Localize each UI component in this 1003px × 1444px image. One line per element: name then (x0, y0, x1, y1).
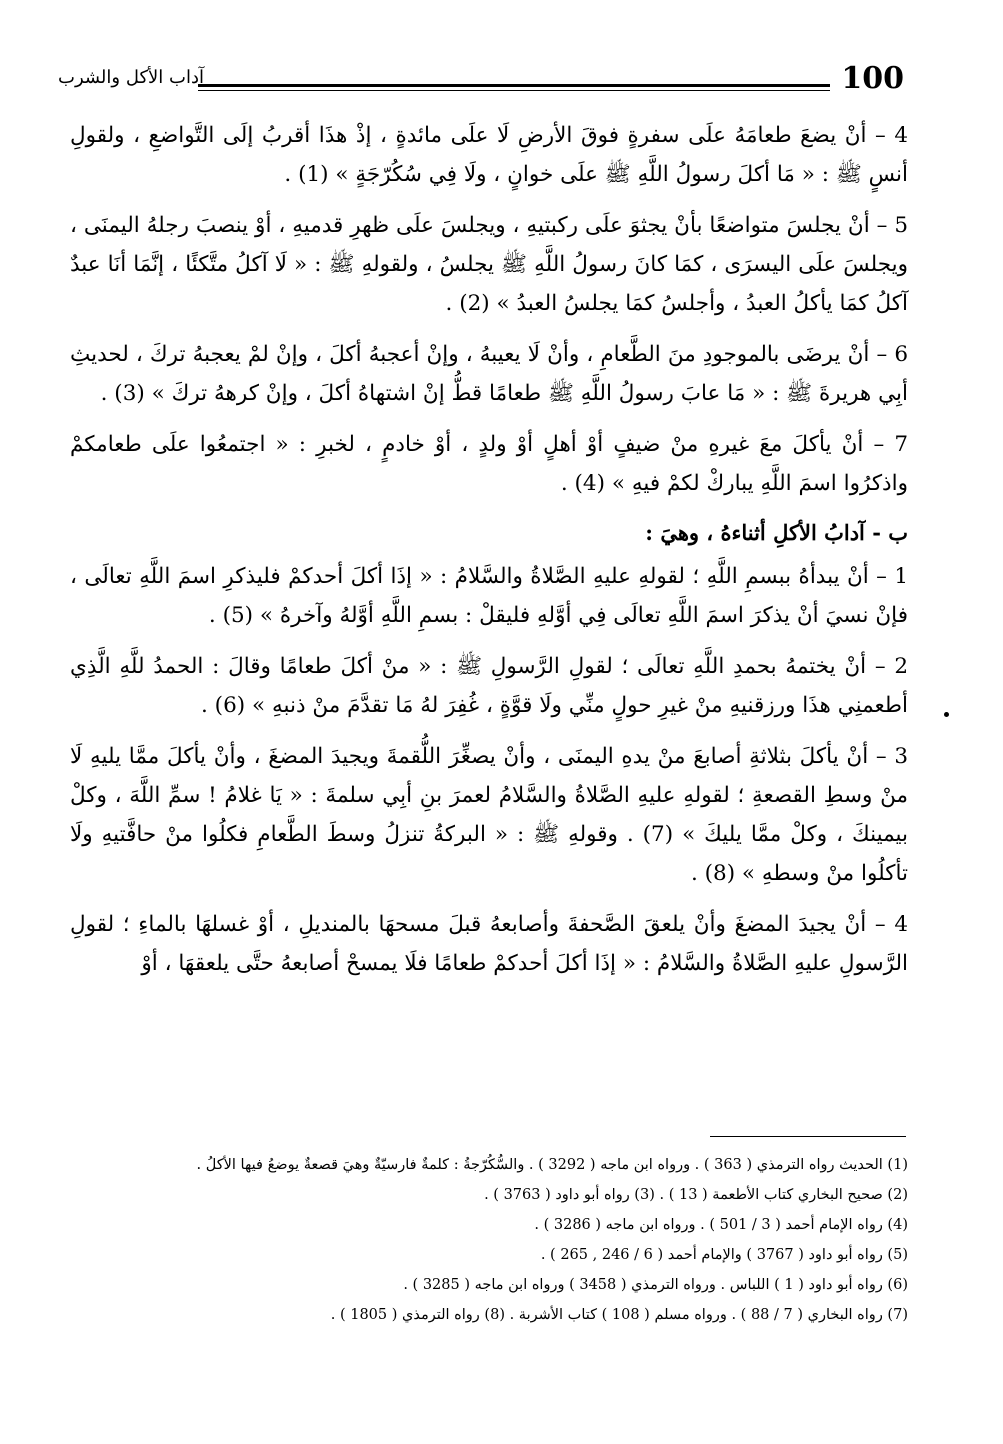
paragraph-6: 6 – أنْ يرضَى بالموجودِ منَ الطَّعامِ ، وأنْ لَا يعيبهُ ، وإنْ أعجبهُ أكلَ ، وإنْ لمْ يعجبهُ تركَ ، لحديثِ أبِي هريرةَ ﷺ : « مَا عابَ رسولُ اللَّهِ ﷺ طعامًا قطُّ إنْ اشتهاهُ أكلَ ، وإنْ كرههُ تركَ » (3) . (70, 342, 908, 406)
paragraph-b4: 4 – أنْ يجيدَ المضغَ وأنْ يلعقَ الصَّحفةَ وأصابعهُ قبلَ مسحهَا بالمنديلِ ، أوْ غسلهَا بالماءِ ؛ لقولِ الرَّسولِ عليهِ الصَّلاةُ والسَّلامُ : « إذَا أكلَ أحدكمْ طعامًا فلَا يمسحْ أصابعهُ حتَّى يلعقهَا ، أوْ (70, 912, 908, 976)
margin-mark (944, 712, 949, 717)
main-text (70, 116, 908, 995)
paragraph-b3: 3 – أنْ يأكلَ بثلاثةِ أصابعَ منْ يدهِ اليمنَى ، وأنْ يصغِّرَ اللُّقمةَ ويجيدَ المضغَ ، وأنْ يأكلَ ممَّا يليهِ لَا منْ وسطِ القصعةِ ؛ لقولهِ عليهِ الصَّلاةُ والسَّلامُ لعمرَ بنِ أبِي سلمةَ : « يَا غلامُ ! سمِّ اللَّهَ ، وكلْ بيمينكَ ، وكلْ ممَّا يليكَ » (7) . وقولهِ ﷺ : « البركةُ تنزلُ وسطَ الطَّعامِ فكلُوا منْ حافَّتيهِ ولَا تأكلُوا منْ وسطهِ » (8) . (70, 744, 909, 886)
paragraph-5: 5 – أنْ يجلسَ متواضعًا بأنْ يجثوَ علَى ركبتيهِ ، ويجلسَ علَى ظهرِ قدميهِ ، أوْ ينصبَ رجلهُ اليمنَى ، ويجلسَ علَى اليسرَى ، كمَا كانَ رسولُ اللَّهِ ﷺ يجلسُ ، ولقولهِ ﷺ : « لَا آكلُ متَّكئًا ، إنَّمَا أنَا عبدٌ آكلُ كمَا يأكلُ العبدُ ، وأجلسُ كمَا يجلسُ العبدُ » (2) . (70, 213, 908, 316)
header-rule (198, 84, 830, 91)
footnotes (70, 1150, 908, 1330)
footnote-5: (5) رواه أبو داود ( 3767 ) والإمام أحمد ( 6 / 246 , 265 ) . (540, 1247, 908, 1263)
footnote-4: (4) رواه الإمام أحمد ( 3 / 501 ) . ورواه ابن ماجه ( 3286 ) . (534, 1217, 908, 1233)
section-heading: ب - آدابُ الأكلِ أثناءهُ ، وهيَ : (645, 520, 908, 545)
page-header (58, 62, 904, 102)
paragraph-b2: 2 – أنْ يختمهُ بحمدِ اللَّهِ تعالَى ؛ لقولِ الرَّسولِ ﷺ : « منْ أكلَ طعامًا وقالَ : الحمدُ للَّهِ الَّذِي أطعمنِي هذَا ورزقنيهِ منْ غيرِ حولٍ منِّي ولَا قوَّةٍ ، غُفِرَ لهُ مَا تقدَّمَ منْ ذنبهِ » (6) . (70, 654, 908, 718)
footnote-2-3: (2) صحيح البخاري كتاب الأطعمة ( 13 ) . (3) رواه أبو داود ( 3763 ) . (484, 1187, 908, 1203)
paragraph-4: 4 – أنْ يضعَ طعامَهُ علَى سفرةٍ فوقَ الأرضِ لَا علَى مائدةٍ ، إذْ هذَا أقربُ إلَى التَّواضعِ ، ولقولِ أنسٍ ﷺ : « مَا أكلَ رسولُ اللَّهِ ﷺ علَى خوانٍ ، ولَا فِي سُكُرّجَةٍ » (1) . (70, 123, 908, 187)
paragraph-b1: 1 – أنْ يبدأهُ ببسمِ اللَّهِ ؛ لقولهِ عليهِ الصَّلاةُ والسَّلامُ : « إذَا أكلَ أحدكمْ فليذكرِ اسمَ اللَّهِ تعالَى ، فإنْ نسيَ أنْ يذكرَ اسمَ اللَّهِ تعالَى فِي أوَّلهِ فليقلْ : بسمِ اللَّهِ أوَّلهُ وآخرهُ » (5) . (70, 564, 908, 628)
footnote-6: (6) رواه أبو داود ( 1 ) اللباس . ورواه الترمذي ( 3458 ) ورواه ابن ماجه ( 3285 ) . (403, 1277, 908, 1293)
paragraph-7: 7 – أنْ يأكلَ معَ غيرهِ منْ ضيفٍ أوْ أهلٍ أوْ ولدٍ ، أوْ خادمٍ ، لخبرِ : « اجتمعُوا علَى طعامكمْ واذكرُوا اسمَ اللَّهِ يباركْ لكمْ فيهِ » (4) . (70, 432, 908, 496)
footnote-1: (1) الحديث رواه الترمذي ( 363 ) . ورواه ابن ماجه ( 3292 ) . والسُّكُرّجةُ : كلمةٌ فارسيّةٌ وهيَ قصعةٌ يوضعُ فيها الأكلُ . (196, 1157, 908, 1173)
running-title: آداب الأكل والشرب (58, 67, 204, 88)
footnote-7-8: (7) رواه البخاري ( 7 / 88 ) . ورواه مسلم ( 108 ) كتاب الأشربة . (8) رواه الترمذي ( 1805 ) . (330, 1307, 908, 1323)
page-number: 100 (841, 61, 904, 96)
footnote-separator (710, 1136, 906, 1137)
